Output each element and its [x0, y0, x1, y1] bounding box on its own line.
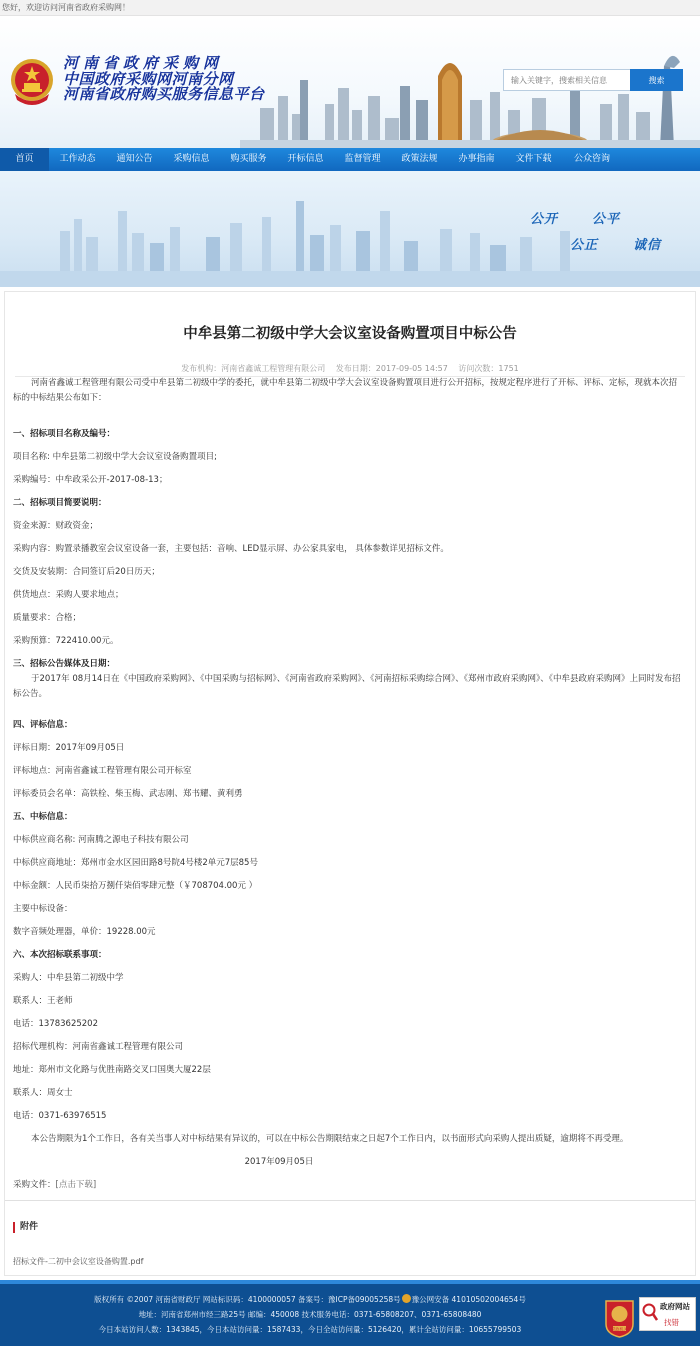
- buyer-contact: 联系人：王老师: [13, 996, 73, 1006]
- delivery-place: 供货地点：采购人要求地点；: [13, 590, 124, 600]
- nav-item-notices[interactable]: 通知公告: [116, 154, 153, 164]
- article-container: [4, 291, 696, 1276]
- main-equipment-item: 数字音频处理器，单价：19228.00元: [13, 927, 156, 937]
- gov-site-label: 政府网站: [660, 1302, 690, 1311]
- media-paragraph: 于2017年 08月14日在《中国政府采购网》、《中国采购与招标网》、《河南省政府采购网》、《河南招标采购综合网》、《郑州市政府采购网》、《中牟县政府采购网》上同时发布招标公告。: [13, 674, 681, 699]
- section-heading-2: 二、招标项目简要说明：: [13, 498, 107, 508]
- main-nav: [0, 148, 700, 171]
- main-nav-list: [0, 148, 700, 171]
- agency-phone: 电话：0371-63976515: [13, 1111, 107, 1121]
- site-title-platform: 河南省政府购买服务信息平台: [63, 85, 265, 103]
- funds-source: 资金来源：财政资金；: [13, 521, 99, 531]
- search-button[interactable]: 搜索: [630, 69, 683, 91]
- footer-police-record: 豫公网安备 41010502004654号: [411, 1295, 526, 1304]
- attachment-divider: [5, 1200, 695, 1201]
- national-emblem-icon: [9, 56, 55, 108]
- site-title-block: [63, 56, 265, 103]
- party-government-badge-icon[interactable]: [603, 1298, 636, 1338]
- search-input[interactable]: [503, 69, 631, 91]
- nav-item-work-news[interactable]: 工作动态: [59, 154, 96, 164]
- procurement-file-label: 采购文件：: [13, 1180, 56, 1190]
- banner-skyline-illustration: [0, 171, 700, 287]
- section-heading-1: 一、招标项目名称及编号：: [13, 429, 116, 439]
- meta-date: 发布日期：2017-09-05 14:57: [335, 364, 448, 373]
- top-welcome-bar: [0, 0, 700, 16]
- site-title-sub: 中国政府采购网河南分网: [63, 69, 234, 88]
- procurement-content: 采购内容：购置录播教室会议室设备一套，主要包括：音响、LED显示屏、办公家具家电， 具体参数详见招标文件。: [13, 544, 449, 554]
- buyer-phone: 电话：13783625202: [13, 1019, 98, 1029]
- nav-item-bid-opening[interactable]: 开标信息: [287, 154, 324, 164]
- article-meta: [15, 363, 685, 377]
- project-name: 项目名称: 中牟县第二初级中学大会议室设备购置项目;: [13, 452, 217, 462]
- slogan-open: 公开: [530, 212, 559, 227]
- nav-item-guide[interactable]: 办事指南: [458, 154, 495, 164]
- footer-copyright-text: 版权所有 ©2007 河南省财政厅 网站标识码：4100000057 备案号：豫ICP备09005258号: [94, 1295, 401, 1304]
- intro-paragraph: 河南省鑫诚工程管理有限公司受中牟县第二初级中学的委托，就中牟县第二初级中学大会议室设备购置项目进行公开招标，按规定程序进行了开标、评标、定标，现就本次招标的中标结果公布如下：: [13, 378, 678, 403]
- section-heading-4: 四、评标信息：: [13, 720, 73, 730]
- nav-item-downloads[interactable]: 文件下载: [515, 154, 552, 164]
- article-title: 中牟县第二初级中学大会议室设备购置项目中标公告: [183, 326, 517, 342]
- nav-item-consult[interactable]: 公众咨询: [573, 154, 610, 164]
- welcome-text: 您好，欢迎访问河南省政府采购网！: [2, 3, 130, 12]
- nav-item-home[interactable]: 首页: [0, 148, 49, 171]
- section-heading-6: 六、本次招标联系事项：: [13, 950, 107, 960]
- attachment-file-link[interactable]: 招标文件-二初中会议室设备购置.pdf: [13, 1257, 144, 1266]
- banner: [0, 171, 700, 287]
- main-equipment-label: 主要中标设备：: [13, 904, 73, 914]
- police-badge-icon: [402, 1294, 411, 1303]
- supplier-address: 中标供应商地址：郑州市金水区园田路8号院4号楼2单元7层85号: [13, 858, 258, 868]
- site-footer: [0, 1280, 700, 1346]
- site-header: [0, 16, 700, 148]
- gov-site-error-badge[interactable]: [639, 1297, 696, 1331]
- slogan-just: 公正: [570, 238, 599, 253]
- delivery-period: 交货及安装期：合同签订后20日历天；: [13, 567, 160, 577]
- winning-amount: 中标金额：人民币柒拾万捌仟柒佰零肆元整（￥708704.00元 ）: [13, 881, 258, 891]
- winning-supplier: 中标供应商名称: 河南腾之源电子科技有限公司: [13, 835, 189, 845]
- footer-copyright: [0, 1294, 620, 1305]
- gov-badge-text: 党政机关: [611, 1326, 628, 1332]
- attachments-heading: 附件: [13, 1222, 38, 1233]
- nav-item-services[interactable]: 购买服务: [230, 154, 267, 164]
- section-heading-5: 五、中标信息：: [13, 812, 73, 822]
- procurement-file-row: [13, 1178, 96, 1190]
- city-skyline-illustration: [240, 36, 700, 148]
- nav-item-procurement[interactable]: 采购信息: [173, 154, 210, 164]
- meta-publisher: 发布机构：河南省鑫诚工程管理有限公司: [181, 364, 326, 373]
- slogan-integrity: 诚信: [633, 238, 662, 253]
- agency-name: 招标代理机构：河南省鑫诚工程管理有限公司: [13, 1042, 184, 1052]
- magnifier-icon: [642, 1302, 658, 1328]
- nav-item-policy[interactable]: 政策法规: [401, 154, 438, 164]
- project-code: 采购编号：中牟政采公开-2017-08-13；: [13, 475, 168, 485]
- meta-visits: 访问次数：1751: [458, 364, 519, 373]
- download-link[interactable]: [点击下载]: [55, 1180, 97, 1190]
- report-error-label: 找错: [664, 1318, 679, 1327]
- quality-requirement: 质量要求：合格；: [13, 613, 82, 623]
- footer-visits: 今日本站访问人数：1343845，今日本站访问量：1587433，今日全站访问量：5126420，累计全站访问量：10655799503: [98, 1325, 522, 1334]
- sign-date: 2017年09月05日: [244, 1157, 314, 1167]
- procurement-budget: 采购预算：722410.00元。: [13, 636, 119, 646]
- section-heading-3: 三、招标公告媒体及日期：: [13, 659, 116, 669]
- evaluation-committee: 评标委员会名单：高铁栓、柴玉梅、武志刚、郑书耀、黄利勇: [13, 789, 243, 799]
- agency-address: 地址：郑州市文化路与优胜南路交叉口国奥大厦22层: [13, 1065, 211, 1075]
- notice-period-paragraph: 本公告期限为1个工作日，各有关当事人对中标结果有异议的，可以在中标公告期限结束之日起7个工作日内，以书面形式向采购人提出质疑，逾期将不再受理。: [31, 1134, 629, 1144]
- slogan-fair: 公平: [592, 212, 621, 227]
- evaluation-date: 评标日期：2017年09月05日: [13, 743, 125, 753]
- buyer-name: 采购人：中牟县第二初级中学: [13, 973, 124, 983]
- nav-item-supervision[interactable]: 监督管理: [344, 154, 381, 164]
- footer-address: 地址：河南省郑州市经三路25号 邮编：450008 技术服务电话：0371-65808207、0371-65808480: [138, 1310, 482, 1319]
- site-title-main: 河南省政府采购网: [63, 54, 224, 72]
- agency-contact: 联系人：周女士: [13, 1088, 73, 1098]
- evaluation-place: 评标地点：河南省鑫诚工程管理有限公司开标室: [13, 766, 192, 776]
